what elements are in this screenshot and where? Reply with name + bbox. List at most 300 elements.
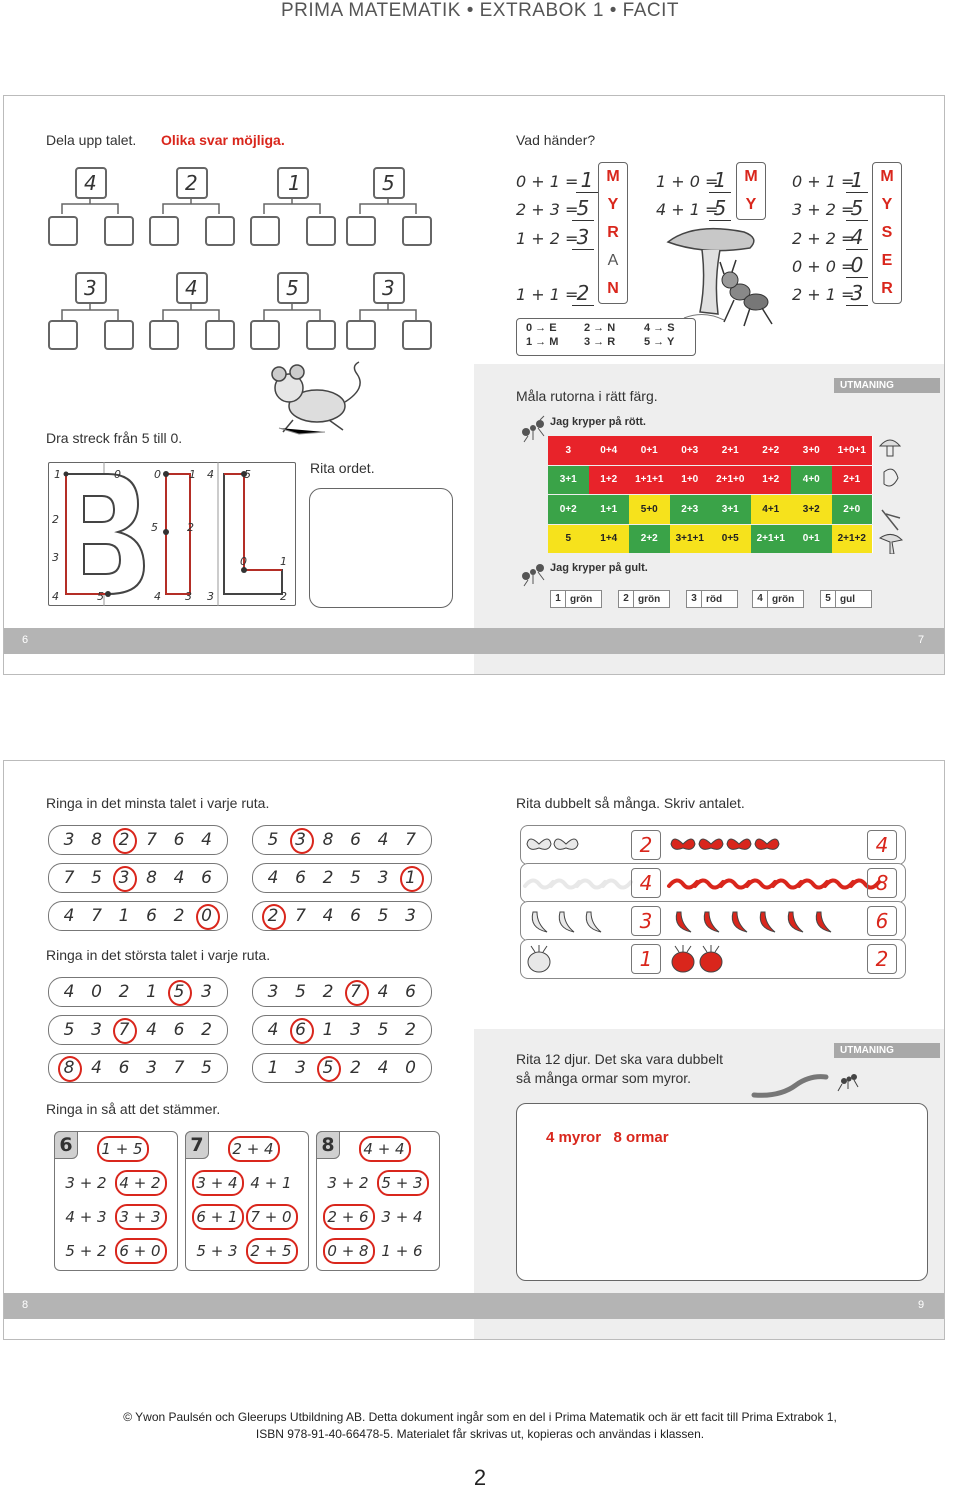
answer-circle: [113, 828, 137, 854]
answer-circle: [290, 1018, 314, 1044]
vad-hander-title: Vad händer?: [516, 132, 596, 148]
sum-expression: 2 + 4: [232, 1140, 274, 1158]
equation-answer: 1: [709, 168, 731, 193]
grid-cell: 3+0: [791, 436, 833, 465]
match-box: [54, 1131, 178, 1271]
row-number: 2: [118, 982, 130, 1002]
row-number: 1: [118, 906, 130, 926]
page-number-bar: [4, 1293, 944, 1319]
row-number: 3: [91, 1020, 102, 1040]
sum-expression: 4 + 2: [119, 1174, 161, 1192]
answer-box: [402, 216, 432, 246]
row-number: 1: [146, 982, 157, 1002]
equation-answer: 1: [846, 168, 868, 193]
grid-cell: 3+1: [710, 495, 752, 524]
footer-line-1: © Ywon Paulsén och Gleerups Utbildning AB. Detta dokument ingår som en del i Prima Matematik och är ett facit till Prima Extrabok 1,: [123, 1410, 837, 1424]
answer-circle: [97, 1136, 149, 1162]
row-number: 2: [350, 1058, 361, 1078]
key-entry: 5 → Y: [644, 336, 675, 348]
sum-expression: 6 + 1: [196, 1208, 238, 1226]
row-number: 4: [201, 830, 212, 850]
row-number: 2: [405, 1020, 416, 1040]
number-row: [252, 1015, 432, 1045]
double-row: [520, 901, 906, 941]
bil-dot-drawing: [48, 462, 296, 606]
dot-label: 1: [280, 555, 287, 568]
page-number-bar: [4, 628, 944, 654]
grid-cell: 1+2: [589, 466, 631, 495]
grid-cell: 3: [548, 436, 590, 465]
answer-circle: [246, 1238, 298, 1264]
row-number: 4: [322, 906, 334, 926]
grid-cell: 3+1+1: [670, 525, 712, 554]
grid-cell: 0+4: [589, 436, 631, 465]
row-number: 8: [63, 1058, 75, 1078]
dot-label: 3: [185, 590, 192, 603]
grid-cell: 0+3: [670, 436, 712, 465]
dot-label: 3: [52, 551, 59, 564]
row-number: 7: [350, 982, 361, 1002]
row-number: 2: [322, 868, 334, 888]
count-right: 8: [867, 868, 897, 898]
answer-box: [250, 320, 280, 350]
equation: 2 + 3 =: [516, 200, 579, 219]
smallest-title: Ringa in det minsta talet i varje ruta.: [46, 795, 270, 811]
dot-label: 5: [244, 468, 251, 481]
banana-icon: [521, 902, 905, 940]
worm-icon: [521, 864, 905, 902]
answer-circle: [192, 1170, 244, 1196]
row-number: 5: [322, 1058, 334, 1078]
equation: 1 + 0 =: [656, 172, 719, 191]
dot-label: 2: [187, 521, 194, 534]
row-number: 3: [118, 868, 130, 888]
count-left: 4: [631, 868, 661, 898]
dot-label: 2: [280, 590, 287, 603]
animals-answer: 4 myror 8 ormar: [546, 1129, 669, 1146]
key-entry: 3 → R: [584, 336, 616, 348]
answer-letter: Y: [881, 196, 893, 213]
row-number: 5: [350, 868, 361, 888]
answer-circle: [58, 1056, 82, 1082]
grid-cell: 3+1: [548, 466, 590, 495]
row-number: 4: [63, 982, 75, 1002]
grid-cell: 2+3: [670, 495, 712, 524]
split-number-box: 3: [373, 272, 405, 304]
number-row: [252, 863, 432, 893]
row-number: 3: [201, 982, 212, 1002]
answer-circle: [168, 980, 192, 1006]
utmaning-badge: UTMANING: [834, 1043, 940, 1058]
number-row: [48, 863, 228, 893]
row-number: 6: [173, 830, 185, 850]
dots-instruction: Dra streck från 5 till 0.: [46, 430, 183, 446]
row-number: 2: [267, 906, 279, 926]
row-number: 4: [63, 906, 75, 926]
split-instruction: Dela upp talet.: [46, 132, 137, 148]
count-right: 4: [867, 830, 897, 860]
sum-expression: 3 + 4: [196, 1174, 238, 1192]
dot-label: 4: [52, 590, 59, 603]
sum-expression: 3 + 3: [119, 1208, 161, 1226]
answer-letter: S: [881, 224, 893, 241]
number-row: [48, 825, 228, 855]
grid-cell: 1+1+1: [629, 466, 671, 495]
grid-cell: 3+2: [791, 495, 833, 524]
sum-expression: 3 + 2: [65, 1174, 107, 1192]
equation-answer: 5: [709, 196, 731, 221]
sum-expression: 0 + 8: [327, 1242, 369, 1260]
answer-circle: [115, 1204, 167, 1230]
equation: 1 + 2 =: [516, 229, 579, 248]
answer-circle: [359, 1136, 411, 1162]
sum-expression: 2 + 6: [327, 1208, 369, 1226]
answer-box: [306, 320, 336, 350]
row-number: 4: [267, 1020, 279, 1040]
row-number: 6: [350, 830, 361, 850]
answer-box: [250, 216, 280, 246]
sum-expression: 4 + 4: [363, 1140, 405, 1158]
page-header: PRIMA MATEMATIK • EXTRABOK 1 • FACIT: [281, 0, 679, 21]
target-number: 8: [316, 1131, 340, 1159]
row-number: 3: [267, 982, 279, 1002]
answer-letter: Y: [607, 196, 619, 213]
copyright-footer: [0, 1409, 960, 1443]
sum-expression: 7 + 0: [250, 1208, 292, 1226]
row-number: 0: [201, 906, 212, 926]
answer-letter: R: [881, 280, 893, 297]
row-number: 5: [91, 868, 102, 888]
dot-label: 5: [151, 521, 158, 534]
grid-cell: 1+2: [751, 466, 793, 495]
grid-cell: 4+1: [751, 495, 793, 524]
dot-label: 2: [52, 513, 59, 526]
row-number: 5: [201, 1058, 212, 1078]
grid-cell: 1+0+1: [832, 436, 874, 465]
row-number: 3: [63, 830, 75, 850]
equation-answer: 5: [572, 196, 594, 221]
row-number: 3: [295, 1058, 306, 1078]
target-number: 7: [185, 1131, 209, 1159]
row-number: 7: [63, 868, 75, 888]
row-number: 5: [377, 1020, 389, 1040]
grid-cell: 5: [548, 525, 590, 554]
row-number: 1: [322, 1020, 334, 1040]
grid-cell: 2+1: [710, 436, 752, 465]
row-number: 6: [201, 868, 212, 888]
row-number: 2: [173, 906, 185, 926]
equation-answer: 3: [572, 225, 594, 250]
row-number: 6: [350, 906, 361, 926]
key-entry: 2 → N: [584, 322, 616, 334]
row-number: 7: [118, 1020, 130, 1040]
row-number: 5: [377, 906, 389, 926]
worm-ant-illustration: [750, 1061, 866, 1103]
spread-pages-6-7: [3, 95, 945, 675]
sum-expression: 1 + 6: [381, 1242, 423, 1260]
key-entry: 0 → E: [526, 322, 557, 334]
dot-label: 4: [207, 468, 214, 481]
row-number: 7: [295, 906, 306, 926]
row-number: 4: [91, 1058, 102, 1078]
answer-circle: [196, 904, 220, 930]
dot-label: 1: [54, 468, 61, 481]
sum-expression: 4 + 3: [65, 1208, 107, 1226]
sum-expression: 2 + 5: [250, 1242, 292, 1260]
row-number: 4: [377, 982, 389, 1002]
answer-letter: M: [744, 168, 758, 185]
equation: 4 + 1 =: [656, 200, 719, 219]
sum-expression: 5 + 3: [196, 1242, 238, 1260]
row-number: 6: [295, 1020, 306, 1040]
equation-answer: 2: [572, 281, 594, 306]
number-row: [252, 825, 432, 855]
row-number: 2: [118, 830, 130, 850]
dot-label: 5: [97, 590, 104, 603]
equation: 0 + 1 =: [792, 172, 855, 191]
grid-cell: 1+0: [670, 466, 712, 495]
grid-cell: 2+2: [629, 525, 671, 554]
double-row: [520, 939, 906, 979]
dot-label: 0: [154, 468, 161, 481]
key-entry: 1 → M: [526, 336, 559, 348]
answer-circle: [113, 866, 137, 892]
split-number-box: 5: [277, 272, 309, 304]
answer-box: [346, 216, 376, 246]
dot-label: 0: [240, 555, 247, 568]
dot-label: 3: [207, 590, 214, 603]
answer-box: [205, 320, 235, 350]
sum-expression: 5 + 2: [65, 1242, 107, 1260]
row-number: 3: [377, 868, 389, 888]
row-number: 5: [267, 830, 279, 850]
answer-circle: [345, 980, 369, 1006]
grid-cell: 2+1: [832, 466, 874, 495]
row-number: 6: [405, 982, 416, 1002]
equation: 0 + 0 =: [792, 257, 855, 276]
split-number-box: 5: [373, 167, 405, 199]
row-number: 4: [377, 830, 389, 850]
answer-letter: E: [881, 252, 893, 269]
match-box: [185, 1131, 309, 1271]
row-number: 8: [322, 830, 334, 850]
row-number: 0: [405, 1058, 416, 1078]
answer-circle: [317, 1056, 341, 1082]
mushroom-icon: [876, 434, 904, 554]
equation-answer: 5: [846, 196, 868, 221]
number-row: [252, 977, 432, 1007]
ant-icon: [518, 414, 548, 444]
sum-expression: 3 + 2: [327, 1174, 369, 1192]
answer-circle: [115, 1238, 167, 1264]
split-number-box: 3: [75, 272, 107, 304]
grid-cell: 2+1+1: [751, 525, 793, 554]
dot-label: 0: [114, 468, 121, 481]
row-number: 8: [91, 830, 102, 850]
grid-cell: 4+0: [791, 466, 833, 495]
color-grid: [548, 436, 872, 556]
row-number: 3: [146, 1058, 157, 1078]
row-number: 7: [146, 830, 157, 850]
row-number: 8: [146, 868, 157, 888]
row-number: 2: [201, 1020, 212, 1040]
split-note: Olika svar möjliga.: [161, 132, 285, 148]
count-left: 1: [631, 944, 661, 974]
row-number: 2: [322, 982, 334, 1002]
answer-circle: [246, 1204, 298, 1230]
page-number: 8: [22, 1299, 29, 1311]
legend-item: 3 röd: [686, 590, 738, 608]
mushroom-ant-illustration: [664, 222, 779, 332]
row-number: 4: [267, 868, 279, 888]
page-number: 9: [918, 1299, 925, 1311]
answer-circle: [400, 866, 424, 892]
answer-circle: [113, 1018, 137, 1044]
row-number: 3: [295, 830, 306, 850]
answer-box: [149, 320, 179, 350]
answer-circle: [115, 1170, 167, 1196]
row-number: 3: [350, 1020, 361, 1040]
count-right: 2: [867, 944, 897, 974]
sum-expression: 6 + 0: [119, 1242, 161, 1260]
double-row: [520, 825, 906, 865]
answer-box: [149, 216, 179, 246]
pineapple-icon: [521, 940, 905, 978]
mouse-illustration: [259, 358, 389, 438]
answer-circle: [290, 828, 314, 854]
draw-word-box: [309, 488, 453, 608]
answer-letter: A: [607, 252, 619, 269]
animals-title-2: så många ormar som myror.: [516, 1070, 692, 1086]
row-number: 7: [91, 906, 102, 926]
answer-circle: [228, 1136, 280, 1162]
row-number: 5: [173, 982, 185, 1002]
equation: 3 + 2 =: [792, 200, 855, 219]
row-number: 6: [118, 1058, 130, 1078]
answer-letter: M: [606, 168, 620, 185]
row-number: 6: [173, 1020, 185, 1040]
sum-expression: 5 + 3: [381, 1174, 423, 1192]
grid-cell: 0+1: [629, 436, 671, 465]
answer-box: [104, 320, 134, 350]
count-left: 3: [631, 906, 661, 936]
row-number: 6: [295, 868, 306, 888]
grid-cell: 2+1+2: [832, 525, 874, 554]
equation: 1 + 1 =: [516, 285, 579, 304]
answer-box: [346, 320, 376, 350]
answer-letter: R: [607, 224, 619, 241]
answer-box: [48, 216, 78, 246]
answer-box: [205, 216, 235, 246]
split-number-box: 1: [277, 167, 309, 199]
color-task-title: Måla rutorna i rätt färg.: [516, 388, 658, 404]
row-number: 4: [173, 868, 185, 888]
answer-circle: [323, 1238, 375, 1264]
number-row: [252, 901, 432, 931]
sum-expression: 3 + 4: [381, 1208, 423, 1226]
equation: 2 + 1 =: [792, 285, 855, 304]
answer-circle: [192, 1204, 244, 1230]
answer-letter: N: [607, 280, 619, 297]
sum-expression: 4 + 1: [250, 1174, 292, 1192]
answer-box: [402, 320, 432, 350]
legend-item: 5 gul: [820, 590, 872, 608]
key-entry: 4 → S: [644, 322, 675, 334]
equation-answer: 3: [846, 281, 868, 306]
split-number-box: 4: [75, 167, 107, 199]
split-number-box: 2: [176, 167, 208, 199]
row-number: 4: [146, 1020, 157, 1040]
row-number: 7: [173, 1058, 185, 1078]
row-number: 6: [146, 906, 157, 926]
ant-icon: [518, 558, 548, 588]
answer-circle: [262, 904, 286, 930]
number-row: [48, 1015, 228, 1045]
answer-box: [48, 320, 78, 350]
crawl-yellow-label: Jag kryper på gult.: [550, 562, 648, 574]
row-number: 5: [295, 982, 306, 1002]
grid-cell: 1+1: [589, 495, 631, 524]
match-title: Ringa in så att det stämmer.: [46, 1101, 221, 1117]
animals-title: Rita 12 djur. Det ska vara dubbelt: [516, 1051, 724, 1067]
answer-letter: M: [880, 168, 894, 185]
grid-cell: 5+0: [629, 495, 671, 524]
crawl-red-label: Jag kryper på rött.: [550, 416, 646, 428]
grid-cell: 0+2: [548, 495, 590, 524]
count-right: 6: [867, 906, 897, 936]
grid-cell: 2+2: [751, 436, 793, 465]
equation-answer: 1: [576, 168, 598, 193]
equation: 2 + 2 =: [792, 229, 855, 248]
legend-item: 1 grön: [550, 590, 602, 608]
double-row: [520, 863, 906, 903]
legend-item: 4 grön: [752, 590, 804, 608]
grid-cell: 0+1: [791, 525, 833, 554]
count-left: 2: [631, 830, 661, 860]
answer-box: [306, 216, 336, 246]
split-number-box: 4: [176, 272, 208, 304]
page-number: 7: [918, 634, 925, 646]
utmaning-badge: UTMANING: [834, 378, 940, 393]
butterfly-icon: [521, 826, 905, 864]
spread-pages-8-9: [3, 760, 945, 1340]
equation-answer: 0: [846, 253, 868, 278]
dot-label: 1: [189, 468, 196, 481]
row-number: 3: [405, 906, 416, 926]
row-number: 1: [267, 1058, 279, 1078]
number-row: [48, 977, 228, 1007]
grid-cell: 1+4: [589, 525, 631, 554]
double-title: Rita dubbelt så många. Skriv antalet.: [516, 795, 745, 811]
answer-circle: [377, 1170, 429, 1196]
answer-box: [104, 216, 134, 246]
footer-line-2: ISBN 978-91-40-66478-5. Materialet får skrivas ut, kopieras och användas i klassen.: [255, 1427, 705, 1441]
draw-word-label: Rita ordet.: [310, 460, 375, 476]
row-number: 1: [405, 868, 416, 888]
equation: 0 + 1 =: [516, 172, 579, 191]
grid-cell: 2+0: [832, 495, 874, 524]
dot-label: 4: [154, 590, 161, 603]
target-number: 6: [54, 1131, 78, 1159]
legend-item: 2 grön: [618, 590, 670, 608]
answer-letter: Y: [745, 196, 757, 213]
sum-expression: 1 + 5: [101, 1140, 143, 1158]
largest-title: Ringa in det största talet i varje ruta.: [46, 947, 271, 963]
row-number: 0: [91, 982, 102, 1002]
match-box: [316, 1131, 440, 1271]
row-number: 7: [405, 830, 416, 850]
equation-answer: 4: [846, 225, 868, 250]
